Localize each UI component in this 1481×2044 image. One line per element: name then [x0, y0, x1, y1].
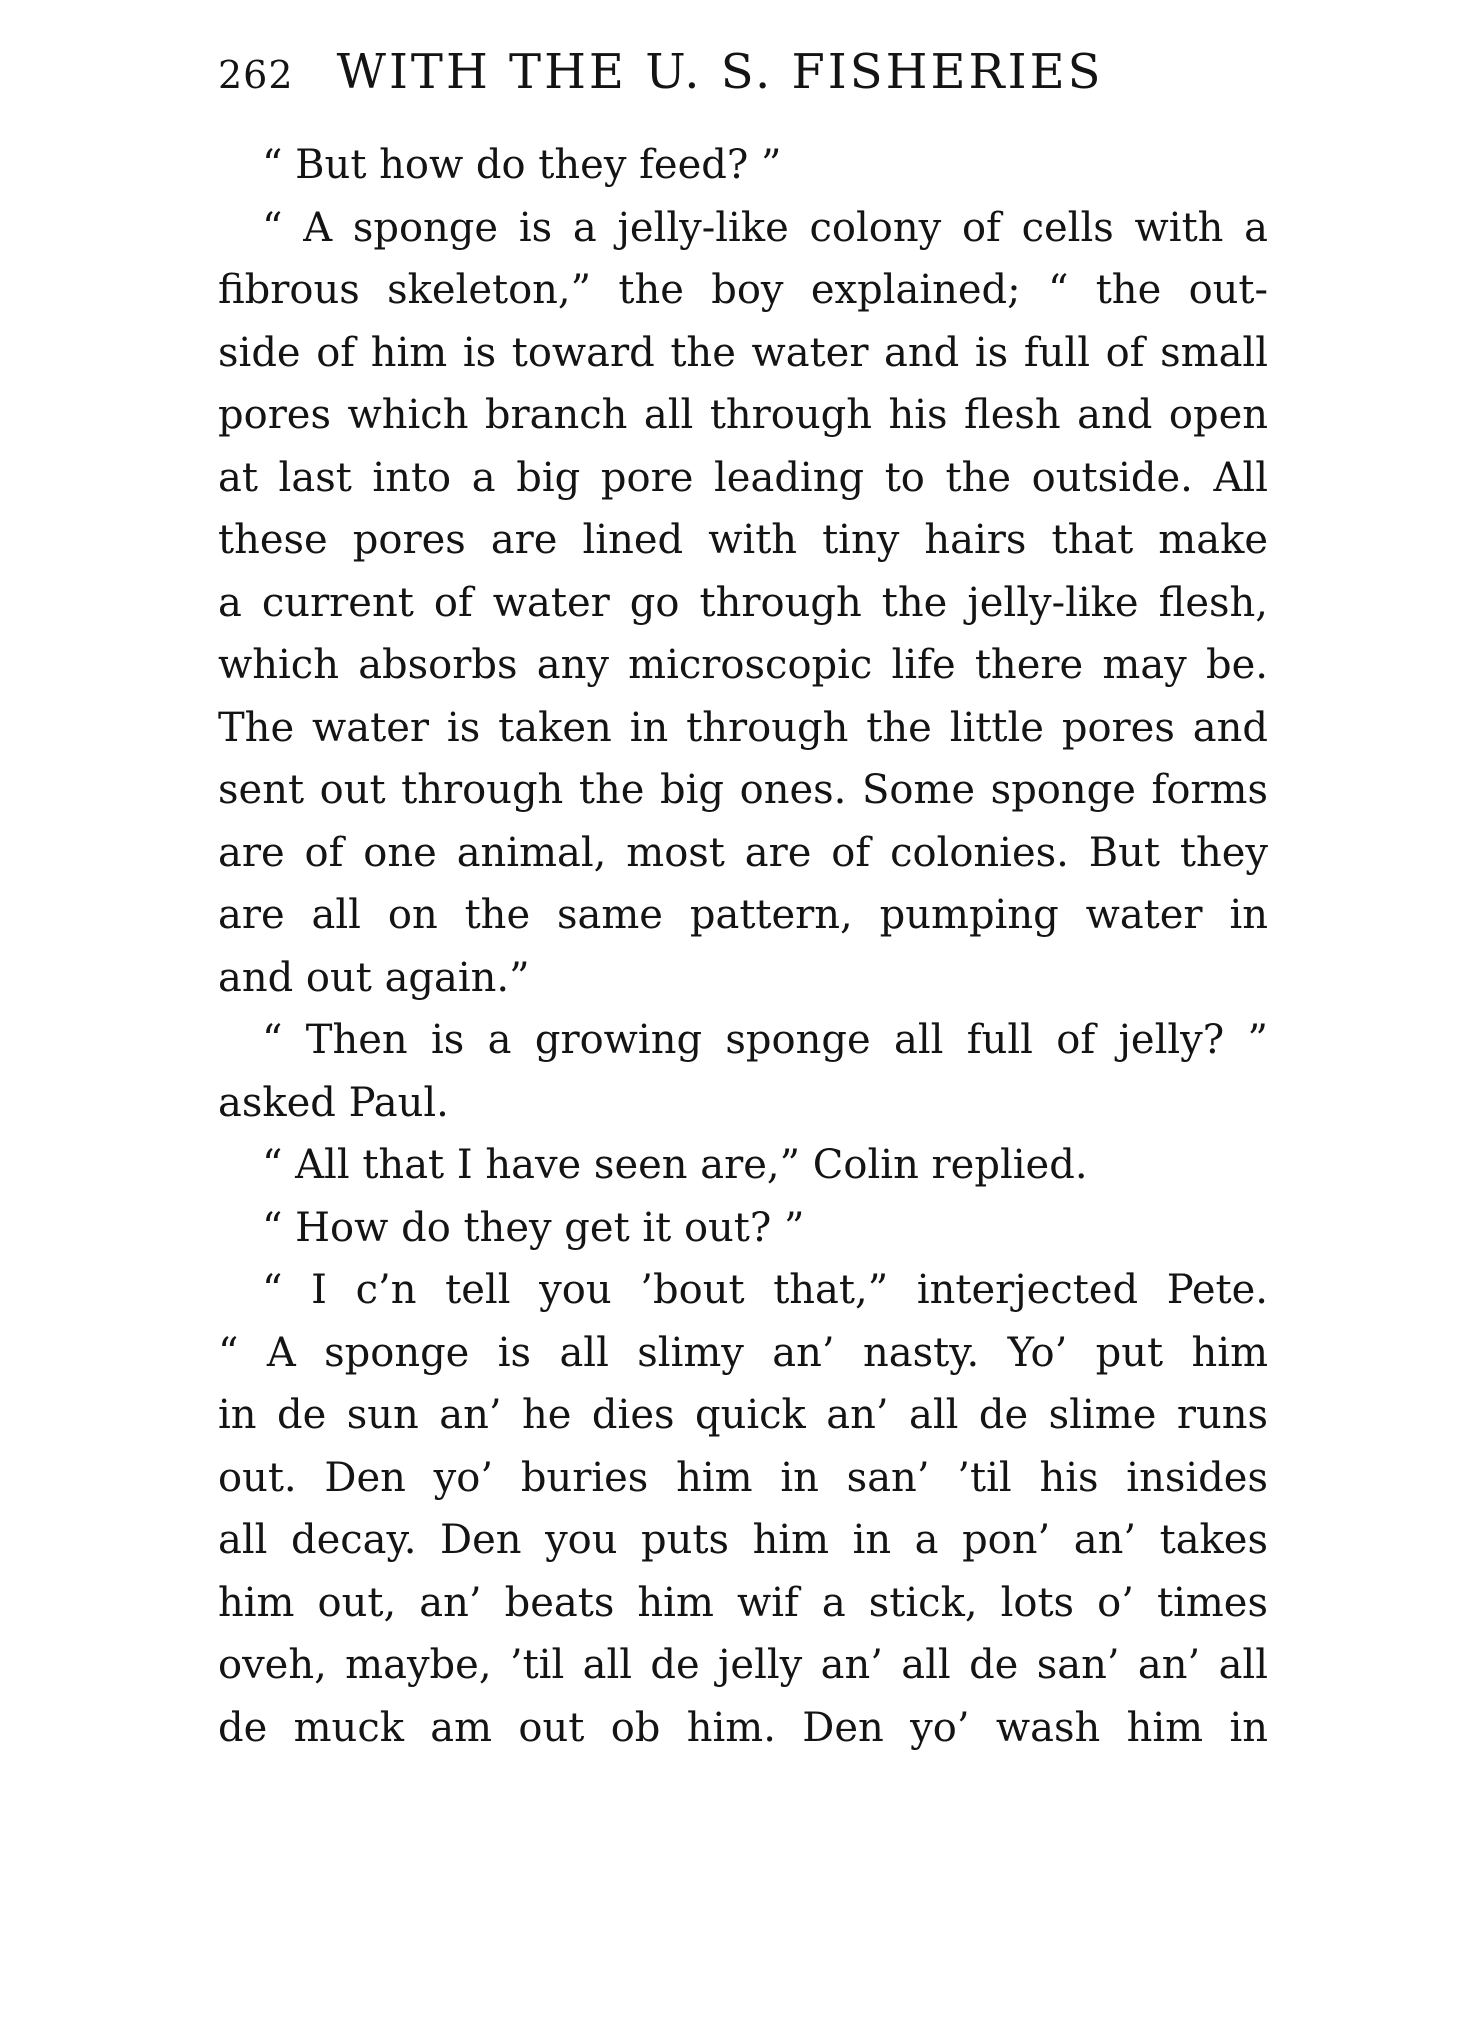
text-line: him out, an’ beats him wif a stick, lots o’ times — [218, 1579, 1268, 1626]
text-line: oveh, maybe, ’til all de jelly an’ all de san’ an’ all — [218, 1642, 1268, 1688]
text-line: “ Then is a growing sponge all full of jelly? ” — [262, 1017, 1268, 1063]
body-text — [218, 134, 1268, 1759]
text-line: in de sun an’ he dies quick an’ all de slime runs — [218, 1392, 1268, 1438]
text-line: fibrous skeleton,” the boy explained; “ the out- — [218, 267, 1268, 313]
text-line: pores which branch all through his flesh and open — [218, 392, 1268, 438]
text-line: these pores are lined with tiny hairs that make — [218, 517, 1268, 563]
text-line: out. Den yo’ buries him in san’ ’til his insides — [218, 1454, 1268, 1501]
text-line: asked Paul. — [218, 1079, 449, 1126]
running-title: WITH THE U. S. FISHERIES — [336, 44, 1104, 100]
text-line: a current of water go through the jelly-like flesh, — [218, 579, 1268, 626]
text-line: side of him is toward the water and is full of small — [218, 329, 1268, 376]
text-line: “ All that I have seen are,” Colin replied. — [262, 1142, 1088, 1188]
text-line: at last into a big pore leading to the outside. All — [218, 454, 1268, 501]
text-line: are all on the same pattern, pumping water in — [218, 892, 1268, 938]
text-line: all decay. Den you puts him in a pon’ an’ takes — [218, 1517, 1268, 1563]
text-line: and out again.” — [218, 954, 530, 1001]
text-line: “ But how do they feed? ” — [262, 142, 782, 188]
text-line: sent out through the big ones. Some sponge forms — [218, 767, 1268, 813]
text-line: which absorbs any microscopic life there may be. — [218, 642, 1268, 688]
text-line: “ How do they get it out? ” — [262, 1204, 805, 1251]
page-header — [218, 44, 1268, 104]
text-line: “ A sponge is a jelly-like colony of cells with a — [262, 204, 1268, 251]
text-line: The water is taken in through the little pores and — [218, 704, 1268, 751]
text-line: are of one animal, most are of colonies. But they — [218, 829, 1268, 876]
page-number: 262 — [218, 53, 294, 97]
text-line: “ A sponge is all slimy an’ nasty. Yo’ put him — [218, 1329, 1268, 1376]
text-line: de muck am out ob him. Den yo’ wash him in — [218, 1704, 1268, 1751]
text-line: “ I c’n tell you ’bout that,” interjected Pete. — [262, 1267, 1268, 1313]
